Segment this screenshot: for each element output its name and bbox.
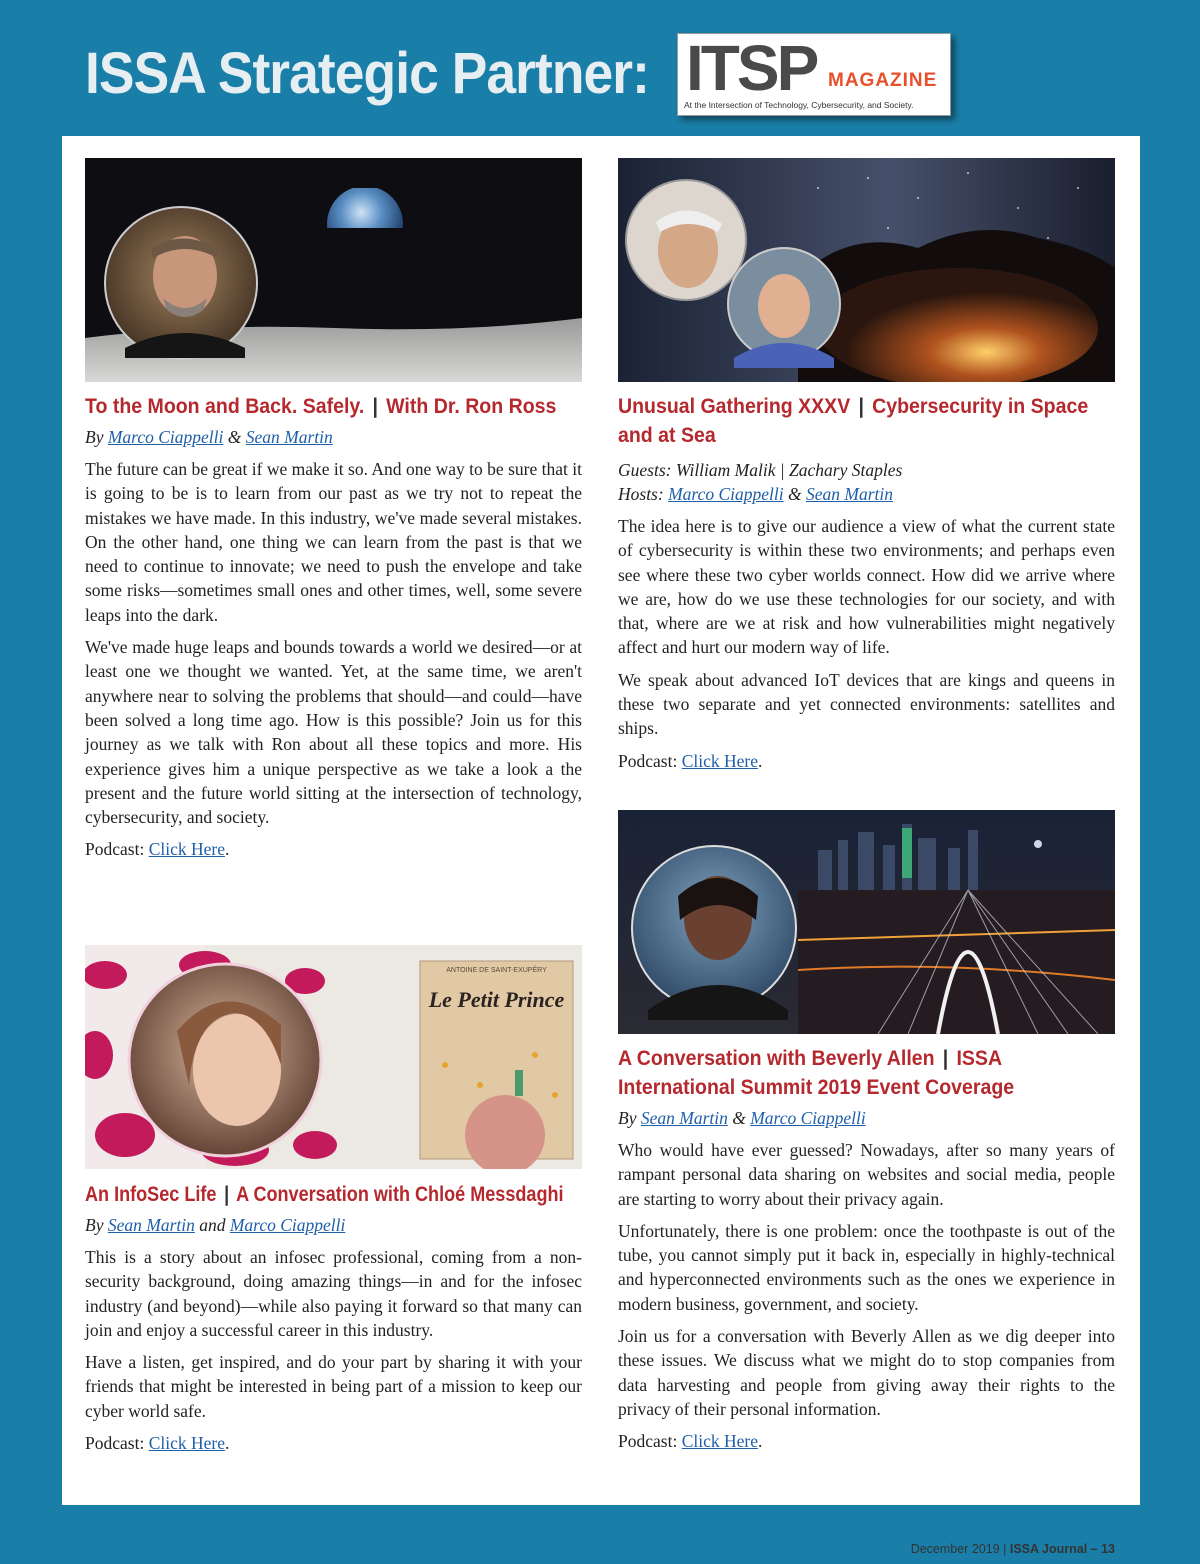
podcast-link[interactable]: Click Here <box>148 839 225 860</box>
byline-conjunction: and <box>199 1215 226 1235</box>
byline-prefix: By <box>618 1108 637 1128</box>
article-unusual-gathering <box>618 392 1115 773</box>
period: . <box>224 839 230 860</box>
title-separator: | <box>224 1183 230 1206</box>
author-link-marco[interactable]: Marco Ciappelli <box>107 427 224 447</box>
footer-separator: | <box>1003 1542 1007 1556</box>
podcast-link[interactable]: Click Here <box>681 1431 758 1452</box>
podcast-line <box>618 749 1115 773</box>
article-title <box>618 392 1116 450</box>
footer-journal: ISSA Journal – 13 <box>1009 1542 1115 1556</box>
byline-conjunction: & <box>787 484 802 504</box>
author-link-marco[interactable]: Marco Ciappelli <box>750 1108 866 1128</box>
podcast-link[interactable]: Click Here <box>681 750 758 771</box>
book-author: ANTOINE DE SAINT-EXUPÉRY <box>446 967 547 974</box>
period: . <box>224 1433 230 1454</box>
byline <box>618 1106 1115 1130</box>
article-paragraph: This is a story about an infosec professional, coming from a non-security background, doing amazing things—in and for the infosec industry (and beyond)—while also paying it forward so that many can join and enjoy a successful career in this industry. <box>85 1247 582 1340</box>
byline-prefix: By <box>85 1215 104 1235</box>
article-title-part-a[interactable]: Unusual Gathering XXXV <box>618 395 851 418</box>
podcast-label: Podcast: <box>618 750 678 771</box>
byline-conjunction: & <box>227 427 242 447</box>
content-panel <box>62 136 1140 1505</box>
podcast-label: Podcast: <box>85 1433 145 1454</box>
guests-line: Guests: William Malik | Zachary Staples <box>618 460 903 480</box>
article-title <box>85 1180 564 1209</box>
podcast-link[interactable]: Click Here <box>148 1433 225 1454</box>
podcast-line <box>85 1431 582 1455</box>
moon-earth-photo <box>85 158 582 382</box>
period: . <box>757 750 763 771</box>
author-link-marco[interactable]: Marco Ciappelli <box>229 1215 346 1235</box>
book-title: Le Petit Prince <box>428 987 565 1012</box>
petit-prince-photo <box>85 945 582 1169</box>
page-header <box>0 0 1200 135</box>
byline-conjunction: & <box>732 1108 746 1128</box>
header-title: ISSA Strategic Partner: <box>85 41 650 106</box>
page-footer <box>911 1542 1115 1556</box>
logo-main-text: ITSP <box>686 32 817 104</box>
article-paragraph: The idea here is to give our audience a view of what the current state of cybersecurity is within these two environments; and perhaps even see where these two cyber worlds connect. How did we arrive where we are, how do we use these technologies for our society, and with that, where are we at risk and how vulnerabilities might negatively affect and hurt our modern way of life. <box>618 516 1115 658</box>
article-paragraph: Unfortunately, there is one problem: once the toothpaste is out of the tube, you cannot simply put it back in, especially in highly-technical and hyperconnected environments such as the ones we experience in modern business, government, and society. <box>618 1220 1115 1314</box>
article-paragraph: We speak about advanced IoT devices that are kings and queens in these two separate and yet connected environments: satellites and ships. <box>618 669 1115 739</box>
logo-tagline: At the Intersection of Technology, Cybersecurity, and Society. <box>684 100 914 110</box>
podcast-line <box>85 837 582 861</box>
podcast-line <box>618 1429 1115 1453</box>
byline-prefix: Hosts: <box>618 484 664 504</box>
article-title-part-b[interactable]: A Conversation with Chloé Messdaghi <box>236 1183 564 1206</box>
article-title <box>618 1044 1116 1102</box>
article-title-part-a[interactable]: An InfoSec Life <box>85 1183 217 1206</box>
night-sky-photo <box>618 158 1115 382</box>
author-link-marco[interactable]: Marco Ciappelli <box>668 484 784 504</box>
article-title-part-a[interactable]: To the Moon and Back. Safely. <box>85 395 365 418</box>
podcast-label: Podcast: <box>618 1431 678 1452</box>
article-paragraph: We've made huge leaps and bounds towards a world we desired—or at least one we thought we wanted. Yet, at the same time, we aren't anywhere near to solving the problems that should—and could—have been solved a long time ago. How is this possible? Join us for this journey as we talk with Ron about all these topics and more. His experience gives him a unique perspective as we take a look a the present and the future world sitting at the intersection of technology, cybersecurity, and society. <box>85 637 582 828</box>
title-separator: | <box>372 395 378 418</box>
author-link-sean[interactable]: Sean Martin <box>640 1108 728 1128</box>
author-link-sean[interactable]: Sean Martin <box>245 427 333 447</box>
byline <box>85 425 582 449</box>
author-link-sean[interactable]: Sean Martin <box>805 484 893 504</box>
article-paragraph: Who would have ever guessed? Nowadays, after so many years of rampant personal data sharing on websites and social media, people are starting to worry about their privacy again. <box>618 1140 1115 1209</box>
article-paragraph: Have a listen, get inspired, and do your part by sharing it with your friends that might be interested in being part of a mission to keep our cyber world safe. <box>85 1352 582 1421</box>
article-moon-and-back <box>85 392 582 861</box>
title-separator: | <box>942 1047 949 1070</box>
title-separator: | <box>858 395 864 418</box>
article-title-part-a[interactable]: A Conversation with Beverly Allen <box>618 1047 935 1070</box>
article-infosec-life <box>85 1180 582 1455</box>
period: . <box>757 1431 763 1452</box>
podcast-label: Podcast: <box>85 839 145 860</box>
article-beverly-allen <box>618 1044 1115 1453</box>
article-title <box>85 392 583 421</box>
city-skyline-photo <box>618 810 1115 1034</box>
itsp-magazine-logo <box>677 33 951 116</box>
article-title-part-b[interactable]: ISSA International Summit 2019 Event Coverage <box>618 1047 1015 1099</box>
logo-sub-text: MAGAZINE <box>828 70 938 91</box>
hosts-line <box>618 482 1115 506</box>
article-title-part-b[interactable]: Cybersecurity in Space and at Sea <box>618 395 1089 447</box>
article-title-part-b[interactable]: With Dr. Ron Ross <box>386 395 557 418</box>
byline <box>85 1213 582 1237</box>
article-paragraph: The future can be great if we make it so. And one way to be sure that it is going to be is to learn from our past as we try not to repeat the mistakes we have made. In this industry, we've made several mistakes. On the other hand, one thing we can learn from the past is that we need to continue to innovate; we need to push the envelope and take some risks—sometimes small ones and other times, well, some severe leaps into the dark. <box>85 459 582 625</box>
author-link-sean[interactable]: Sean Martin <box>107 1215 195 1235</box>
byline-prefix: By <box>85 427 104 447</box>
article-paragraph: Join us for a conversation with Beverly Allen as we dig deeper into these issues. We discuss what we might do to stop companies from data harvesting and people from giving away their rights to the privacy of their personal information. <box>618 1326 1115 1419</box>
footer-date: December 2019 <box>910 1542 1000 1556</box>
